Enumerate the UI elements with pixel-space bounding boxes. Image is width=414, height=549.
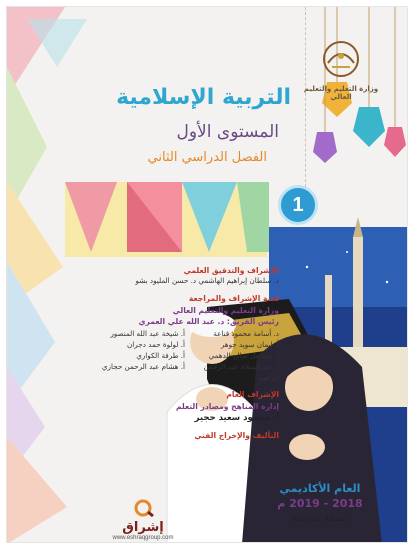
general-supervision-dept: إدارة المناهج ومصادر التعلم bbox=[175, 401, 279, 411]
book-level: المستوى الأول bbox=[176, 122, 279, 142]
lantern-pink bbox=[384, 127, 406, 157]
sky-gradient bbox=[269, 227, 408, 307]
scientific-supervisors: د. سلطان إبراهيم الهاشمي د. حسن المليود بشو bbox=[135, 276, 279, 286]
team-member: أ. مشاعل صالح الدهمي bbox=[208, 350, 279, 360]
team-member: أ. إيمان سويد جوهر bbox=[220, 340, 279, 350]
general-supervisor: أ. محمود سعيد حجير bbox=[194, 413, 279, 424]
academic-year-range: 2018 - 2019 م bbox=[277, 497, 363, 510]
qatar-emblem-icon bbox=[314, 39, 368, 79]
academic-year-box bbox=[273, 482, 367, 524]
book-title: التربية الإسلامية bbox=[116, 85, 291, 110]
ministry-name: وزارة التعليم والتعليم العالي bbox=[303, 85, 379, 101]
book-cover bbox=[6, 6, 408, 543]
committee-heading: لجنة الإشراف والمراجعة bbox=[188, 294, 279, 304]
scientific-supervision-heading: الإشراف والتدقيق العلمي bbox=[183, 266, 279, 275]
team-member: أ. طرفة الكواري bbox=[136, 350, 185, 360]
committee-org: وزارة التعليم والتعليم العالي bbox=[172, 305, 279, 315]
decor-triangle-peach bbox=[7, 437, 67, 543]
team-member: أ. هشام عبد الرحمن حجازي bbox=[101, 361, 185, 371]
team-leader: رئيس الفريق: د. عبد الله علي العمري bbox=[138, 316, 279, 326]
team-member: أ. شيخة عبد الله المنصور bbox=[110, 329, 185, 339]
production-heading: التأليف والإخراج الفني bbox=[194, 430, 279, 440]
girl-hands bbox=[289, 434, 325, 460]
publisher-mark-icon bbox=[131, 499, 155, 517]
book-semester: الفصل الدراسي الثاني bbox=[147, 150, 267, 165]
publisher-logo bbox=[103, 499, 183, 541]
edition-label: نسخة تجريبية bbox=[292, 513, 348, 524]
team-members-list bbox=[99, 329, 279, 383]
publisher-name: إشراق bbox=[122, 520, 164, 535]
general-supervision-heading: الإشراف العام bbox=[226, 390, 279, 400]
ministry-block bbox=[299, 39, 383, 101]
minaret-right bbox=[353, 237, 363, 357]
credits-block bbox=[99, 265, 279, 441]
team-member: أ. عبد السلام عبد الرحمن إبراهيم bbox=[203, 361, 279, 382]
team-member: أ. لولوة حمد دجران bbox=[127, 340, 185, 350]
lantern-teal bbox=[353, 107, 385, 147]
publisher-url: www.eshraqgroup.com bbox=[112, 535, 174, 541]
volume-badge: 1 bbox=[278, 185, 318, 225]
team-member: د. أسامة محمود قناعة bbox=[213, 329, 279, 339]
lantern-purple bbox=[313, 132, 337, 163]
academic-year-label: العام الأكاديمي bbox=[279, 482, 361, 495]
